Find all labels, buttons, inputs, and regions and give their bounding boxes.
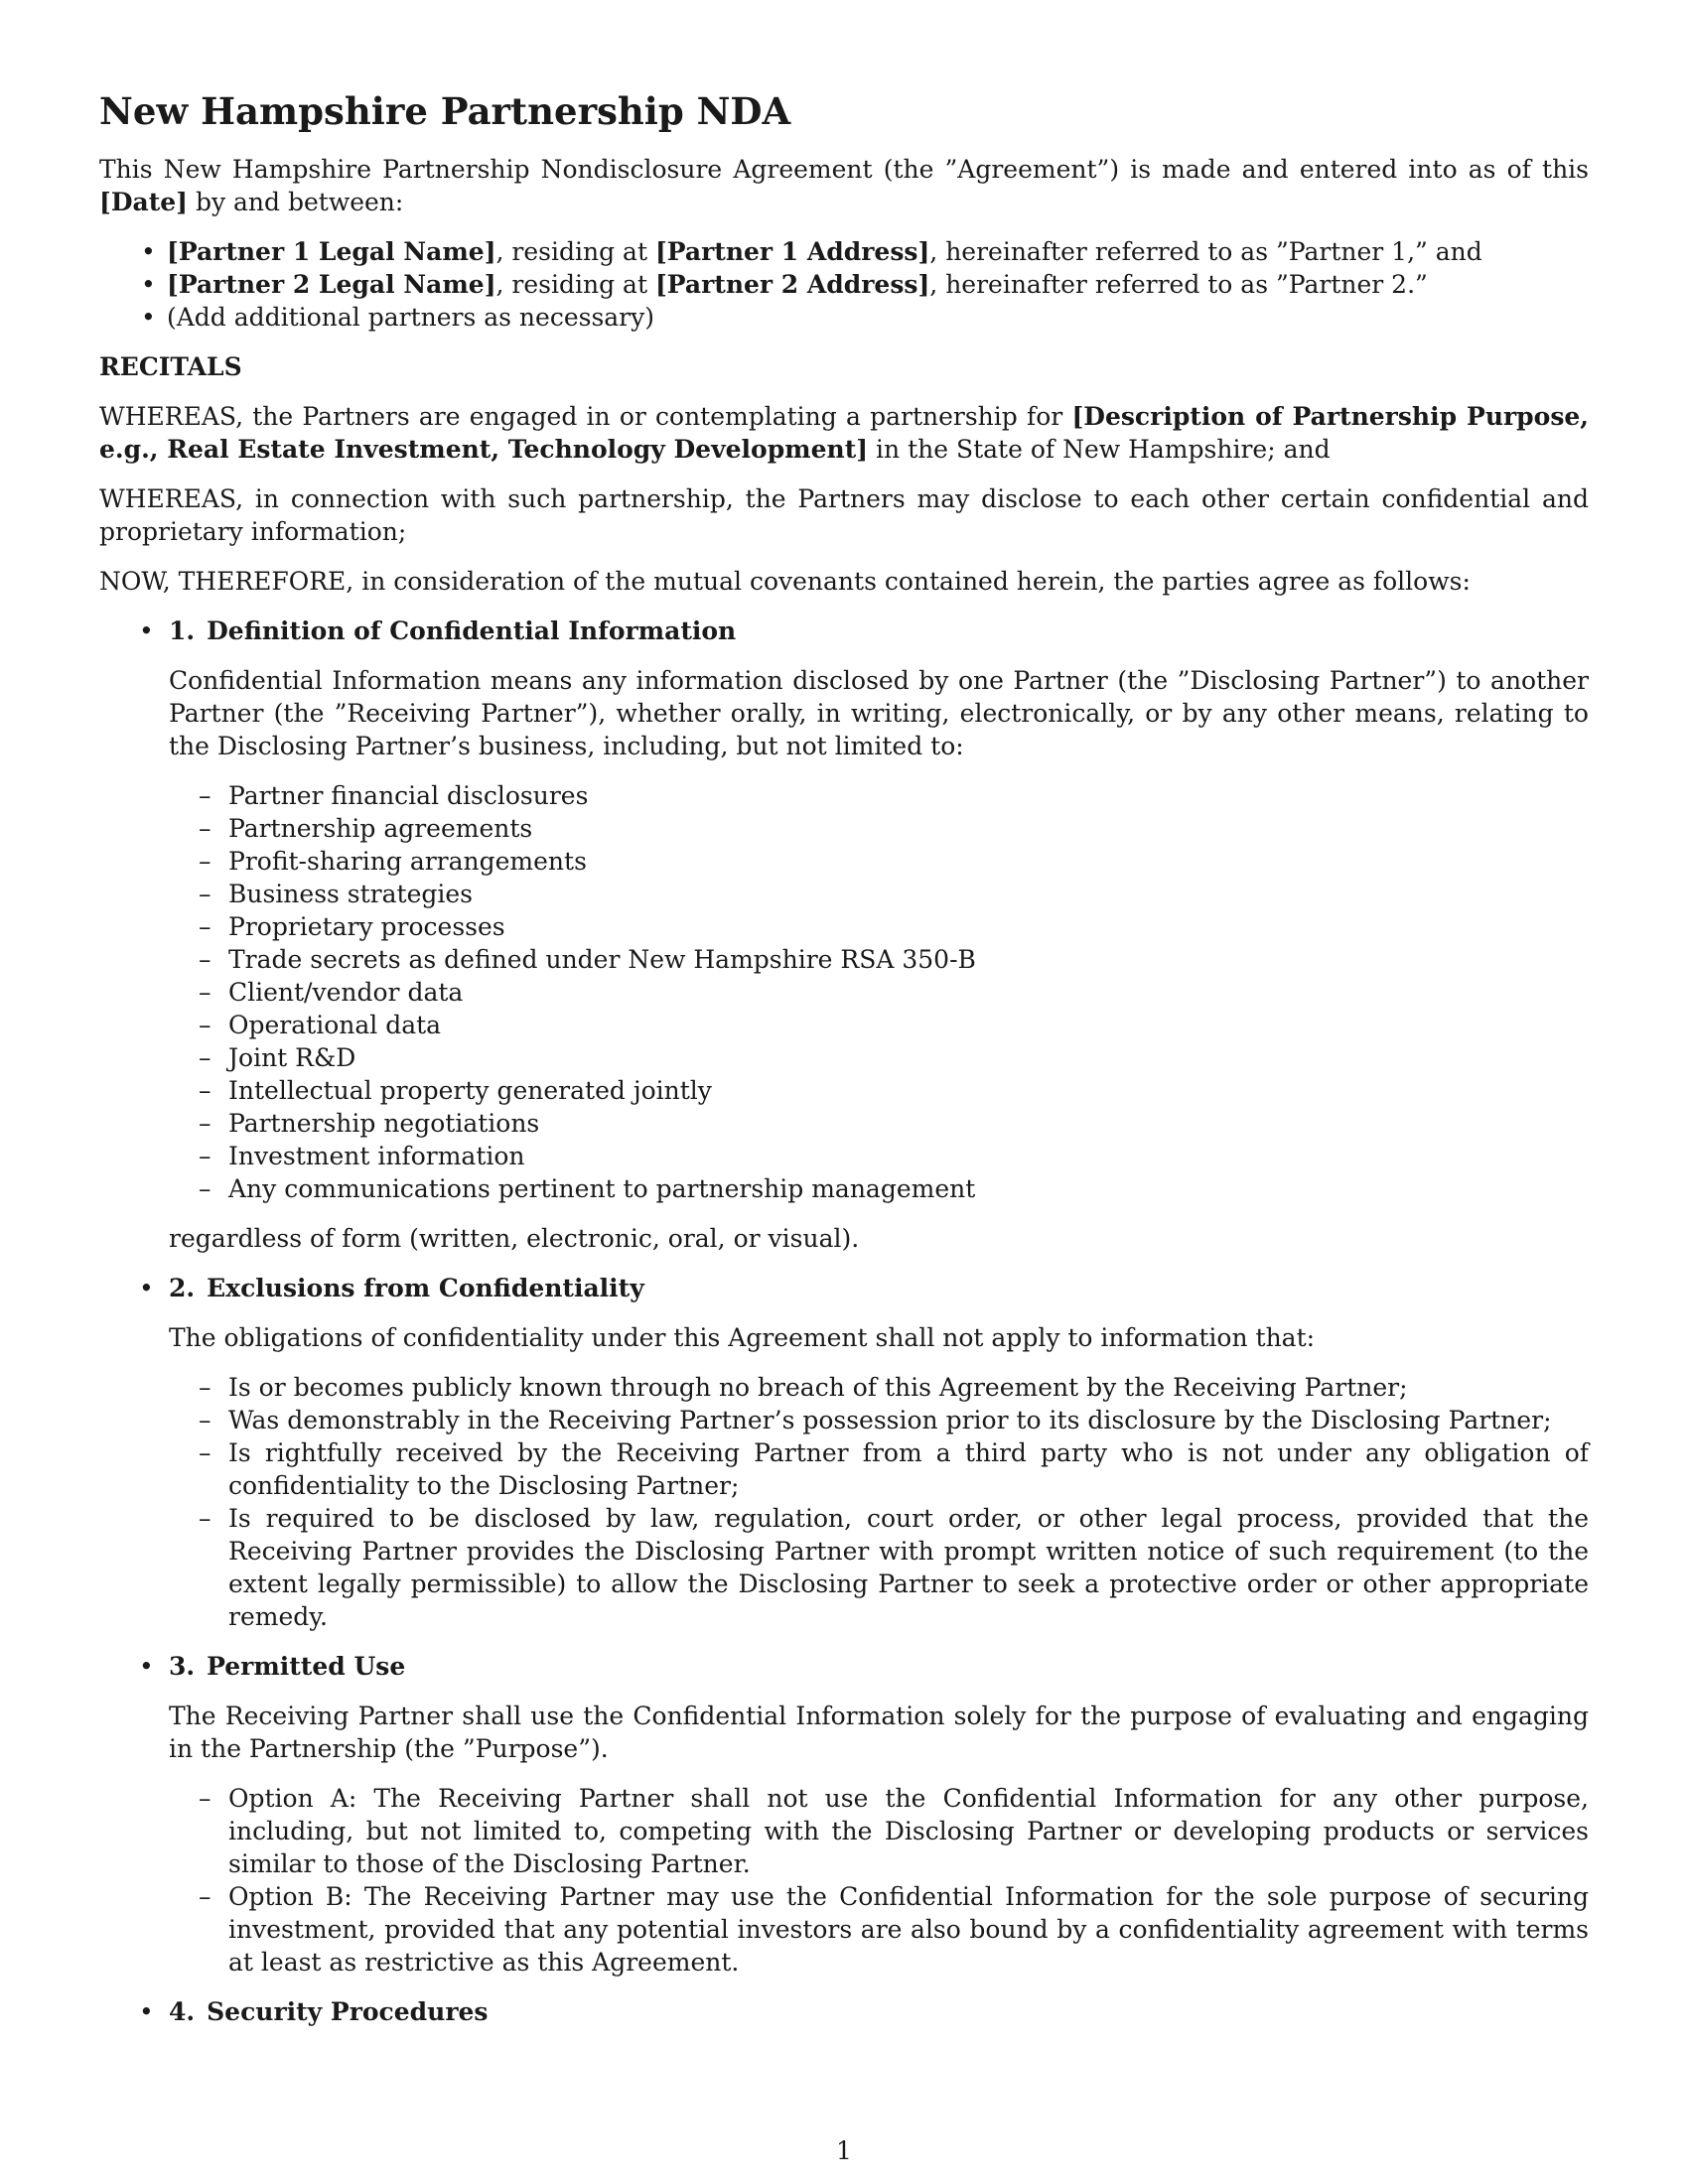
list-item: – Partnership agreements bbox=[169, 812, 1589, 845]
list-item: – Was demonstrably in the Receiving Partner’s possession prior to its disclosure by the Disclosing Partner; bbox=[169, 1404, 1589, 1436]
intro-paragraph bbox=[99, 153, 1589, 218]
definition-list bbox=[169, 779, 1589, 1205]
purpose-placeholder: [Description of Partnership Purpose, e.g., Real Estate Investment, Technology Development] bbox=[99, 402, 1590, 464]
section-title: Definition of Confidential Information bbox=[207, 616, 737, 645]
section-title: Security Procedures bbox=[207, 1997, 489, 2026]
partner-name: [Partner 2 Legal Name] bbox=[167, 270, 496, 299]
list-item: – Partner financial disclosures bbox=[169, 779, 1589, 812]
recital-1-text: WHEREAS, the Partners are engaged in or contemplating a partnership for bbox=[99, 402, 1072, 431]
section-3 bbox=[99, 1650, 1589, 1979]
partner-1-item bbox=[99, 235, 1589, 268]
section-number: 4. bbox=[169, 1997, 196, 2026]
section-heading bbox=[169, 1650, 1589, 1683]
additional-partners-item: • (Add additional partners as necessary) bbox=[99, 301, 1589, 334]
section-4 bbox=[99, 1995, 1589, 2028]
section-number: 1. bbox=[169, 616, 196, 645]
list-item: – Joint R&D bbox=[169, 1041, 1589, 1074]
section-2 bbox=[99, 1272, 1589, 1633]
list-item: – Operational data bbox=[169, 1009, 1589, 1041]
section-number: 3. bbox=[169, 1652, 196, 1681]
list-item: – Proprietary processes bbox=[169, 910, 1589, 943]
section-heading bbox=[169, 1272, 1589, 1304]
permitted-use-options bbox=[169, 1782, 1589, 1979]
document-page bbox=[99, 87, 1589, 2045]
recitals-heading: RECITALS bbox=[99, 352, 242, 381]
list-item: – Investment information bbox=[169, 1140, 1589, 1172]
page-number: 1 bbox=[836, 2136, 852, 2165]
section-1 bbox=[99, 614, 1589, 1255]
recital-2: WHEREAS, in connection with such partnership, the Partners may disclose to each other certain confidential and proprietary information; bbox=[99, 484, 1589, 546]
now-therefore: NOW, THEREFORE, in consideration of the mutual covenants contained herein, the parties agree as follows: bbox=[99, 567, 1471, 596]
list-item: – Is required to be disclosed by law, regulation, court order, or other legal process, provided that the Receiving Partner provides the Disclosing Partner with prompt written notice of such requirement (to the extent legally permissible) to allow the Disclosing Partner to seek a protective order or other appropriate remedy. bbox=[169, 1502, 1589, 1633]
list-item: – Client/vendor data bbox=[169, 976, 1589, 1009]
exclusions-list bbox=[169, 1371, 1589, 1633]
recital-1 bbox=[99, 400, 1589, 466]
section-title: Exclusions from Confidentiality bbox=[207, 1274, 644, 1302]
partner-address: [Partner 2 Address] bbox=[654, 270, 930, 299]
sections-list bbox=[99, 614, 1589, 2028]
list-item: – Intellectual property generated jointly bbox=[169, 1074, 1589, 1107]
section-heading bbox=[169, 1995, 1589, 2028]
section-body: The obligations of confidentiality under this Agreement shall not apply to information that: bbox=[169, 1323, 1316, 1352]
recital-1-text-end: in the State of New Hampshire; and bbox=[868, 435, 1331, 464]
list-item: – Is rightfully received by the Receiving Partner from a third party who is not under any obligation of confidentiality to the Disclosing Partner; bbox=[169, 1436, 1589, 1502]
list-item: – Option B: The Receiving Partner may use the Confidential Information for the sole purpose of securing investment, provided that any potential investors are also bound by a confidentiality agreement with terms at least as restrictive as this Agreement. bbox=[169, 1880, 1589, 1979]
partner-2-item bbox=[99, 268, 1589, 301]
partner-residing-text: , residing at bbox=[495, 237, 655, 266]
partner-suffix: , hereinafter referred to as ”Partner 2.” bbox=[929, 270, 1428, 299]
section-number: 2. bbox=[169, 1274, 196, 1302]
list-item: – Partnership negotiations bbox=[169, 1107, 1589, 1140]
partner-address: [Partner 1 Address] bbox=[654, 237, 930, 266]
date-placeholder: [Date] bbox=[99, 188, 188, 216]
intro-text-end: by and between: bbox=[188, 188, 404, 216]
partner-suffix: , hereinafter referred to as ”Partner 1,” and bbox=[929, 237, 1482, 266]
list-item: – Any communications pertinent to partnership management bbox=[169, 1172, 1589, 1205]
list-item: – Is or becomes publicly known through no breach of this Agreement by the Receiving Partner; bbox=[169, 1371, 1589, 1404]
list-item: – Option A: The Receiving Partner shall not use the Confidential Information for any other purpose, including, but not limited to, competing with the Disclosing Partner or developing products or services similar to those of the Disclosing Partner. bbox=[169, 1782, 1589, 1880]
list-item: – Trade secrets as defined under New Hampshire RSA 350-B bbox=[169, 943, 1589, 976]
intro-text: This New Hampshire Partnership Nondisclosure Agreement (the ”Agreement”) is made and entered into as of this bbox=[99, 155, 1589, 184]
partners-list bbox=[99, 235, 1589, 334]
list-item: – Profit-sharing arrangements bbox=[169, 845, 1589, 878]
partner-name: [Partner 1 Legal Name] bbox=[167, 237, 496, 266]
section-closing: regardless of form (written, electronic, oral, or visual). bbox=[169, 1224, 860, 1253]
partner-residing-text: , residing at bbox=[495, 270, 655, 299]
list-item: – Business strategies bbox=[169, 878, 1589, 910]
section-title: Permitted Use bbox=[207, 1652, 406, 1681]
document-title: New Hampshire Partnership NDA bbox=[99, 89, 791, 133]
section-body: The Receiving Partner shall use the Confidential Information solely for the purpose of evaluating and engaging in the Partnership (the ”Purpose”). bbox=[169, 1702, 1589, 1763]
section-body: Confidential Information means any information disclosed by one Partner (the ”Disclosing Partner”) to another Partner (the ”Receiving Partner”), whether orally, in writing, electronically, or by any other means, relating to the Disclosing Partner’s business, including, but not limited to: bbox=[169, 666, 1589, 760]
section-heading bbox=[169, 614, 1589, 647]
